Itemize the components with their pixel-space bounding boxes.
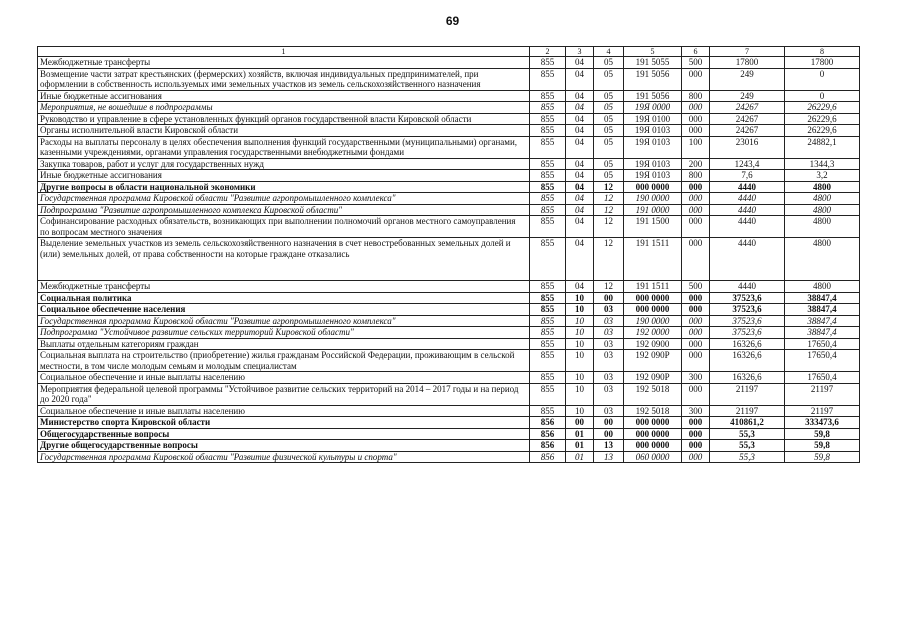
expense-type-cell: 800 bbox=[682, 170, 710, 182]
section-cell: 10 bbox=[566, 315, 594, 327]
subsection-cell: 05 bbox=[594, 113, 624, 125]
subsection-cell: 05 bbox=[594, 158, 624, 170]
admin-code-cell: 855 bbox=[530, 338, 566, 350]
section-cell: 04 bbox=[566, 181, 594, 193]
subsection-cell: 12 bbox=[594, 281, 624, 293]
year2-amount-cell: 4800 bbox=[785, 204, 860, 216]
target-article-cell: 191 1511 bbox=[624, 281, 682, 293]
row-name-cell: Государственная программа Кировской области "Развитие агропромышленного комплекса" bbox=[38, 315, 530, 327]
year2-amount-cell: 4800 bbox=[785, 216, 860, 238]
year1-amount-cell: 4440 bbox=[710, 216, 785, 238]
expense-type-cell: 000 bbox=[682, 204, 710, 216]
table-row bbox=[38, 350, 860, 372]
target-article-cell: 192 090P bbox=[624, 372, 682, 384]
row-name-cell: Социальное обеспечение и иные выплаты населению bbox=[38, 372, 530, 384]
subsection-cell: 05 bbox=[594, 90, 624, 102]
row-name-cell: Софинансирование расходных обязательств, возникающих при выполнении полномочий органов местного самоуправления по вопросам местного значения bbox=[38, 216, 530, 238]
col-header: 2 bbox=[530, 47, 566, 57]
table-row bbox=[38, 57, 860, 69]
admin-code-cell: 855 bbox=[530, 327, 566, 339]
year2-amount-cell: 4800 bbox=[785, 181, 860, 193]
subsection-cell: 05 bbox=[594, 136, 624, 158]
target-article-cell: 191 1500 bbox=[624, 216, 682, 238]
admin-code-cell: 855 bbox=[530, 136, 566, 158]
subsection-cell: 05 bbox=[594, 125, 624, 137]
table-row bbox=[38, 113, 860, 125]
row-name-cell: Другие общегосударственные вопросы bbox=[38, 440, 530, 452]
subsection-cell: 13 bbox=[594, 451, 624, 463]
subsection-cell: 00 bbox=[594, 417, 624, 429]
year1-amount-cell: 21197 bbox=[710, 383, 785, 405]
table-row bbox=[38, 102, 860, 114]
expense-type-cell: 000 bbox=[682, 338, 710, 350]
year1-amount-cell: 4440 bbox=[710, 281, 785, 293]
section-cell: 10 bbox=[566, 372, 594, 384]
section-cell: 04 bbox=[566, 125, 594, 137]
year2-amount-cell: 333473,6 bbox=[785, 417, 860, 429]
expense-type-cell: 000 bbox=[682, 125, 710, 137]
year2-amount-cell: 59,8 bbox=[785, 440, 860, 452]
row-name-cell: Руководство и управление в сфере установленных функций органов государственной власти Кировской области bbox=[38, 113, 530, 125]
expense-type-cell: 000 bbox=[682, 315, 710, 327]
col-header: 8 bbox=[785, 47, 860, 57]
table-row bbox=[38, 440, 860, 452]
year1-amount-cell: 249 bbox=[710, 90, 785, 102]
row-name-cell: Органы исполнительной власти Кировской области bbox=[38, 125, 530, 137]
target-article-cell: 190 0000 bbox=[624, 315, 682, 327]
year2-amount-cell: 24882,1 bbox=[785, 136, 860, 158]
year2-amount-cell: 26229,6 bbox=[785, 113, 860, 125]
subsection-cell: 03 bbox=[594, 372, 624, 384]
year1-amount-cell: 16326,6 bbox=[710, 350, 785, 372]
year2-amount-cell: 21197 bbox=[785, 405, 860, 417]
subsection-cell: 03 bbox=[594, 383, 624, 405]
table-row bbox=[38, 281, 860, 293]
admin-code-cell: 856 bbox=[530, 417, 566, 429]
subsection-cell: 05 bbox=[594, 57, 624, 69]
admin-code-cell: 855 bbox=[530, 125, 566, 137]
subsection-cell: 00 bbox=[594, 292, 624, 304]
section-cell: 10 bbox=[566, 350, 594, 372]
row-name-cell: Межбюджетные трансферты bbox=[38, 57, 530, 69]
target-article-cell: 192 5018 bbox=[624, 405, 682, 417]
target-article-cell: 191 1511 bbox=[624, 238, 682, 281]
section-cell: 04 bbox=[566, 238, 594, 281]
section-cell: 04 bbox=[566, 158, 594, 170]
expense-type-cell: 000 bbox=[682, 327, 710, 339]
admin-code-cell: 855 bbox=[530, 281, 566, 293]
year2-amount-cell: 38847,4 bbox=[785, 327, 860, 339]
row-name-cell: Подпрограмма "Устойчивое развитие сельских территорий Кировской области" bbox=[38, 327, 530, 339]
year2-amount-cell: 17650,4 bbox=[785, 372, 860, 384]
year1-amount-cell: 23016 bbox=[710, 136, 785, 158]
expense-type-cell: 000 bbox=[682, 292, 710, 304]
table-row bbox=[38, 216, 860, 238]
table-row bbox=[38, 292, 860, 304]
col-header: 6 bbox=[682, 47, 710, 57]
target-article-cell: 19Я 0000 bbox=[624, 102, 682, 114]
year1-amount-cell: 1243,4 bbox=[710, 158, 785, 170]
admin-code-cell: 855 bbox=[530, 372, 566, 384]
subsection-cell: 12 bbox=[594, 181, 624, 193]
section-cell: 10 bbox=[566, 383, 594, 405]
subsection-cell: 12 bbox=[594, 238, 624, 281]
subsection-cell: 03 bbox=[594, 327, 624, 339]
year1-amount-cell: 55,3 bbox=[710, 451, 785, 463]
expense-type-cell: 000 bbox=[682, 238, 710, 281]
year1-amount-cell: 4440 bbox=[710, 238, 785, 281]
expense-type-cell: 100 bbox=[682, 136, 710, 158]
year2-amount-cell: 38847,4 bbox=[785, 304, 860, 316]
section-cell: 04 bbox=[566, 216, 594, 238]
year1-amount-cell: 249 bbox=[710, 68, 785, 90]
table-row bbox=[38, 383, 860, 405]
year1-amount-cell: 17800 bbox=[710, 57, 785, 69]
admin-code-cell: 855 bbox=[530, 113, 566, 125]
year1-amount-cell: 24267 bbox=[710, 113, 785, 125]
subsection-cell: 05 bbox=[594, 170, 624, 182]
admin-code-cell: 855 bbox=[530, 57, 566, 69]
col-header: 4 bbox=[594, 47, 624, 57]
expense-type-cell: 300 bbox=[682, 372, 710, 384]
admin-code-cell: 855 bbox=[530, 90, 566, 102]
subsection-cell: 05 bbox=[594, 68, 624, 90]
col-header: 3 bbox=[566, 47, 594, 57]
row-name-cell: Возмещение части затрат крестьянских (фермерских) хозяйств, включая индивидуальных предпринимателей, при оформлении в собственность используемых ими земельных участков из земель сельскохозяйственного назначения bbox=[38, 68, 530, 90]
target-article-cell: 190 0000 bbox=[624, 193, 682, 205]
expense-type-cell: 000 bbox=[682, 68, 710, 90]
subsection-cell: 13 bbox=[594, 440, 624, 452]
subsection-cell: 03 bbox=[594, 304, 624, 316]
admin-code-cell: 855 bbox=[530, 170, 566, 182]
year2-amount-cell: 59,8 bbox=[785, 428, 860, 440]
table-row bbox=[38, 204, 860, 216]
page-number: 69 bbox=[445, 14, 460, 28]
table-row bbox=[38, 417, 860, 429]
section-cell: 04 bbox=[566, 68, 594, 90]
section-cell: 10 bbox=[566, 327, 594, 339]
year1-amount-cell: 24267 bbox=[710, 125, 785, 137]
subsection-cell: 12 bbox=[594, 193, 624, 205]
admin-code-cell: 855 bbox=[530, 405, 566, 417]
admin-code-cell: 855 bbox=[530, 68, 566, 90]
target-article-cell: 000 0000 bbox=[624, 292, 682, 304]
year1-amount-cell: 55,3 bbox=[710, 428, 785, 440]
row-name-cell: Государственная программа Кировской области "Развитие физической культуры и спорта" bbox=[38, 451, 530, 463]
year1-amount-cell: 37523,6 bbox=[710, 327, 785, 339]
target-article-cell: 19Я 0103 bbox=[624, 125, 682, 137]
table-body bbox=[38, 57, 860, 463]
row-name-cell: Мероприятия, не вошедшие в подпрограммы bbox=[38, 102, 530, 114]
subsection-cell: 03 bbox=[594, 405, 624, 417]
row-name-cell: Общегосударственные вопросы bbox=[38, 428, 530, 440]
admin-code-cell: 855 bbox=[530, 350, 566, 372]
expense-type-cell: 500 bbox=[682, 281, 710, 293]
table-row bbox=[38, 136, 860, 158]
target-article-cell: 000 0000 bbox=[624, 304, 682, 316]
expense-type-cell: 000 bbox=[682, 350, 710, 372]
section-cell: 04 bbox=[566, 193, 594, 205]
target-article-cell: 191 5056 bbox=[624, 68, 682, 90]
row-name-cell: Выплаты отдельным категориям граждан bbox=[38, 338, 530, 350]
year2-amount-cell: 17800 bbox=[785, 57, 860, 69]
subsection-cell: 00 bbox=[594, 428, 624, 440]
table-row bbox=[38, 170, 860, 182]
row-name-cell: Социальная политика bbox=[38, 292, 530, 304]
table-row bbox=[38, 327, 860, 339]
year2-amount-cell: 17650,4 bbox=[785, 350, 860, 372]
section-cell: 01 bbox=[566, 440, 594, 452]
table-row bbox=[38, 338, 860, 350]
section-cell: 10 bbox=[566, 292, 594, 304]
table-row bbox=[38, 68, 860, 90]
expense-type-cell: 200 bbox=[682, 158, 710, 170]
expense-type-cell: 500 bbox=[682, 57, 710, 69]
target-article-cell: 060 0000 bbox=[624, 451, 682, 463]
target-article-cell: 000 0000 bbox=[624, 440, 682, 452]
section-cell: 10 bbox=[566, 304, 594, 316]
section-cell: 10 bbox=[566, 405, 594, 417]
table-row bbox=[38, 125, 860, 137]
target-article-cell: 000 0000 bbox=[624, 417, 682, 429]
section-cell: 04 bbox=[566, 57, 594, 69]
target-article-cell: 000 0000 bbox=[624, 428, 682, 440]
expense-type-cell: 000 bbox=[682, 181, 710, 193]
expense-type-cell: 000 bbox=[682, 102, 710, 114]
admin-code-cell: 855 bbox=[530, 304, 566, 316]
year2-amount-cell: 38847,4 bbox=[785, 315, 860, 327]
table-row bbox=[38, 405, 860, 417]
row-name-cell: Социальное обеспечение и иные выплаты населению bbox=[38, 405, 530, 417]
expense-type-cell: 000 bbox=[682, 440, 710, 452]
target-article-cell: 19Я 0103 bbox=[624, 136, 682, 158]
admin-code-cell: 856 bbox=[530, 451, 566, 463]
year2-amount-cell: 38847,4 bbox=[785, 292, 860, 304]
admin-code-cell: 855 bbox=[530, 216, 566, 238]
table-row bbox=[38, 193, 860, 205]
expense-type-cell: 000 bbox=[682, 304, 710, 316]
subsection-cell: 12 bbox=[594, 216, 624, 238]
expense-type-cell: 000 bbox=[682, 428, 710, 440]
target-article-cell: 19Я 0103 bbox=[624, 170, 682, 182]
section-cell: 04 bbox=[566, 281, 594, 293]
year1-amount-cell: 410861,2 bbox=[710, 417, 785, 429]
year2-amount-cell: 4800 bbox=[785, 238, 860, 281]
expense-type-cell: 000 bbox=[682, 113, 710, 125]
year2-amount-cell: 26229,6 bbox=[785, 102, 860, 114]
table-row bbox=[38, 451, 860, 463]
row-name-cell: Государственная программа Кировской области "Развитие агропромышленного комплекса" bbox=[38, 193, 530, 205]
section-cell: 04 bbox=[566, 113, 594, 125]
year2-amount-cell: 4800 bbox=[785, 193, 860, 205]
section-cell: 04 bbox=[566, 136, 594, 158]
col-header: 5 bbox=[624, 47, 682, 57]
admin-code-cell: 856 bbox=[530, 428, 566, 440]
row-name-cell: Министерство спорта Кировской области bbox=[38, 417, 530, 429]
admin-code-cell: 855 bbox=[530, 181, 566, 193]
row-name-cell: Расходы на выплаты персоналу в целях обеспечения выполнения функций государственными (муниципальными) органами, казенными учреждениями, органами управления государственными внебюджетными фондами bbox=[38, 136, 530, 158]
target-article-cell: 192 090P bbox=[624, 350, 682, 372]
table-row bbox=[38, 372, 860, 384]
row-name-cell: Другие вопросы в области национальной экономики bbox=[38, 181, 530, 193]
subsection-cell: 03 bbox=[594, 350, 624, 372]
row-name-cell: Выделение земельных участков из земель сельскохозяйственного назначения в счет невостребованных земельных долей и (или) земельных долей, от права собственности на которые граждане отказались bbox=[38, 238, 530, 281]
row-name-cell: Подпрограмма "Развитие агропромышленного комплекса Кировской области" bbox=[38, 204, 530, 216]
year2-amount-cell: 0 bbox=[785, 68, 860, 90]
table-row bbox=[38, 158, 860, 170]
section-cell: 00 bbox=[566, 417, 594, 429]
target-article-cell: 192 0900 bbox=[624, 338, 682, 350]
section-cell: 01 bbox=[566, 428, 594, 440]
admin-code-cell: 855 bbox=[530, 315, 566, 327]
admin-code-cell: 855 bbox=[530, 292, 566, 304]
target-article-cell: 191 0000 bbox=[624, 204, 682, 216]
table-row bbox=[38, 238, 860, 281]
admin-code-cell: 855 bbox=[530, 102, 566, 114]
year2-amount-cell: 59,8 bbox=[785, 451, 860, 463]
section-cell: 04 bbox=[566, 204, 594, 216]
target-article-cell: 192 5018 bbox=[624, 383, 682, 405]
expense-type-cell: 000 bbox=[682, 193, 710, 205]
year2-amount-cell: 1344,3 bbox=[785, 158, 860, 170]
budget-table bbox=[37, 46, 860, 463]
row-name-cell: Социальная выплата на строительство (приобретение) жилья гражданам Российской Федерации, проживающим в сельской местности, в том числе молодым семьям и молодым специалистам bbox=[38, 350, 530, 372]
expense-type-cell: 000 bbox=[682, 451, 710, 463]
subsection-cell: 05 bbox=[594, 102, 624, 114]
expense-type-cell: 800 bbox=[682, 90, 710, 102]
year2-amount-cell: 0 bbox=[785, 90, 860, 102]
target-article-cell: 191 5055 bbox=[624, 57, 682, 69]
year1-amount-cell: 21197 bbox=[710, 405, 785, 417]
subsection-cell: 12 bbox=[594, 204, 624, 216]
year1-amount-cell: 4440 bbox=[710, 204, 785, 216]
section-cell: 04 bbox=[566, 90, 594, 102]
expense-type-cell: 000 bbox=[682, 417, 710, 429]
target-article-cell: 19Я 0100 bbox=[624, 113, 682, 125]
table-row bbox=[38, 90, 860, 102]
admin-code-cell: 855 bbox=[530, 158, 566, 170]
table-row bbox=[38, 181, 860, 193]
row-name-cell: Межбюджетные трансферты bbox=[38, 281, 530, 293]
section-cell: 04 bbox=[566, 170, 594, 182]
target-article-cell: 19Я 0103 bbox=[624, 158, 682, 170]
admin-code-cell: 855 bbox=[530, 193, 566, 205]
row-name-cell: Мероприятия федеральной целевой программы "Устойчивое развитие сельских территорий на 2014 – 2017 годы и на период до 2020 года" bbox=[38, 383, 530, 405]
admin-code-cell: 855 bbox=[530, 383, 566, 405]
row-name-cell: Социальное обеспечение населения bbox=[38, 304, 530, 316]
year1-amount-cell: 7,6 bbox=[710, 170, 785, 182]
section-cell: 10 bbox=[566, 338, 594, 350]
admin-code-cell: 855 bbox=[530, 204, 566, 216]
row-name-cell: Иные бюджетные ассигнования bbox=[38, 90, 530, 102]
expense-type-cell: 000 bbox=[682, 216, 710, 238]
year2-amount-cell: 17650,4 bbox=[785, 338, 860, 350]
admin-code-cell: 856 bbox=[530, 440, 566, 452]
year1-amount-cell: 16326,6 bbox=[710, 338, 785, 350]
col-header: 1 bbox=[38, 47, 530, 57]
year1-amount-cell: 37523,6 bbox=[710, 304, 785, 316]
year2-amount-cell: 26229,6 bbox=[785, 125, 860, 137]
year2-amount-cell: 4800 bbox=[785, 281, 860, 293]
year2-amount-cell: 3,2 bbox=[785, 170, 860, 182]
expense-type-cell: 300 bbox=[682, 405, 710, 417]
subsection-cell: 03 bbox=[594, 315, 624, 327]
target-article-cell: 192 0000 bbox=[624, 327, 682, 339]
expense-type-cell: 000 bbox=[682, 383, 710, 405]
year2-amount-cell: 21197 bbox=[785, 383, 860, 405]
year1-amount-cell: 37523,6 bbox=[710, 315, 785, 327]
admin-code-cell: 855 bbox=[530, 238, 566, 281]
year1-amount-cell: 55,3 bbox=[710, 440, 785, 452]
section-cell: 01 bbox=[566, 451, 594, 463]
col-header: 7 bbox=[710, 47, 785, 57]
subsection-cell: 03 bbox=[594, 338, 624, 350]
header-row bbox=[38, 47, 860, 57]
year1-amount-cell: 16326,6 bbox=[710, 372, 785, 384]
target-article-cell: 000 0000 bbox=[624, 181, 682, 193]
year1-amount-cell: 37523,6 bbox=[710, 292, 785, 304]
table-row bbox=[38, 315, 860, 327]
row-name-cell: Закупка товаров, работ и услуг для государственных нужд bbox=[38, 158, 530, 170]
year1-amount-cell: 4440 bbox=[710, 181, 785, 193]
target-article-cell: 191 5056 bbox=[624, 90, 682, 102]
table-row bbox=[38, 428, 860, 440]
row-name-cell: Иные бюджетные ассигнования bbox=[38, 170, 530, 182]
year1-amount-cell: 24267 bbox=[710, 102, 785, 114]
section-cell: 04 bbox=[566, 102, 594, 114]
year1-amount-cell: 4440 bbox=[710, 193, 785, 205]
table-row bbox=[38, 304, 860, 316]
